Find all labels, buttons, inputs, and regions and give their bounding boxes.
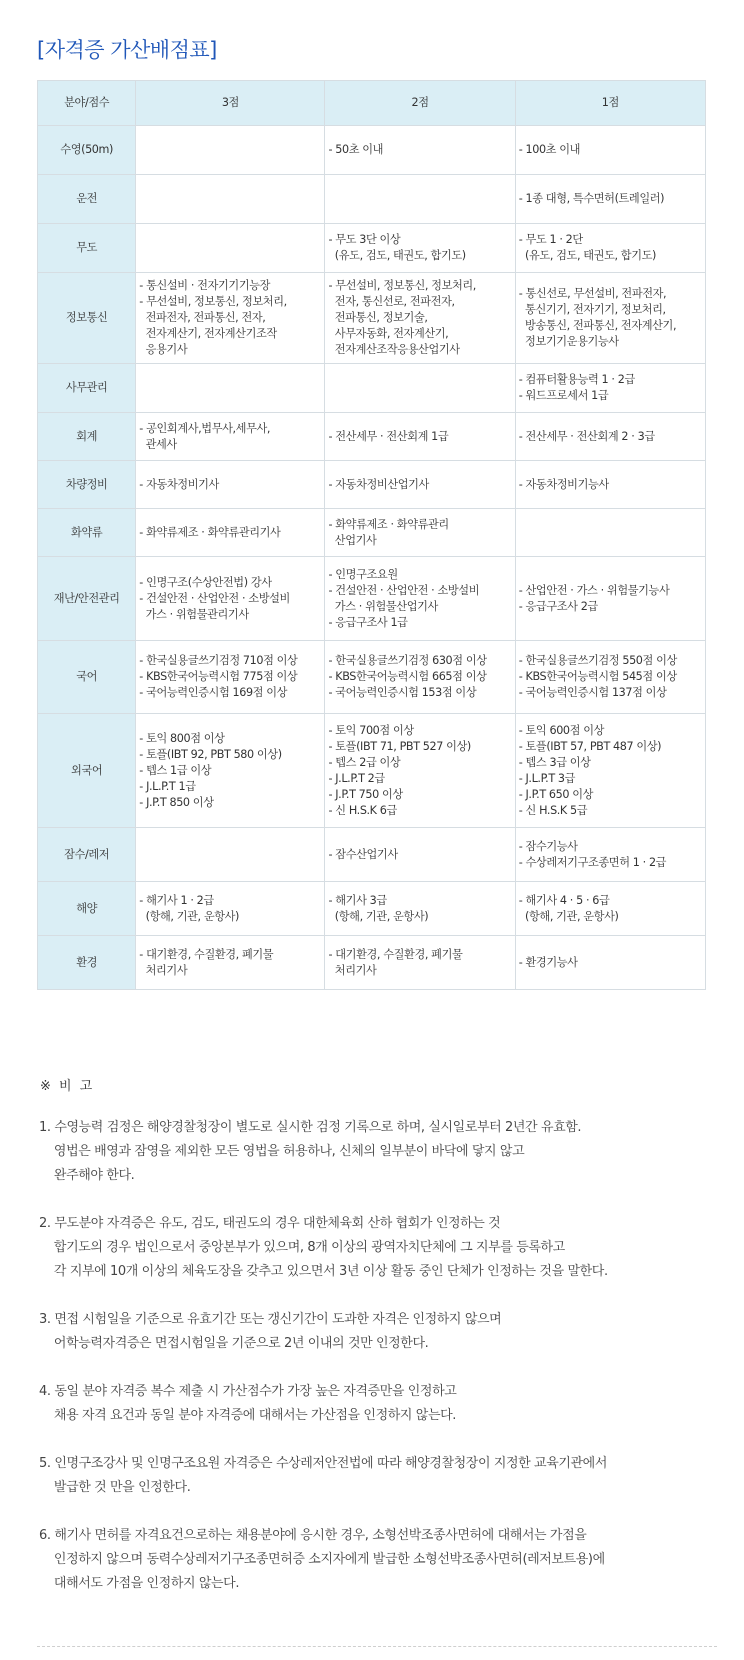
cell-c2: - 자동차정비산업기사 [325, 461, 515, 509]
table-row [38, 413, 706, 461]
row-field-label: 외국어 [38, 714, 136, 828]
page-title: [자격증 가산배점표] [37, 38, 217, 62]
header-1pt: 1점 [515, 81, 705, 126]
cell-c2: - 무도 3단 이상 (유도, 검도, 태권도, 합기도) [325, 224, 515, 273]
cell-c2 [325, 364, 515, 413]
cell-c2: - 한국실용글쓰기검정 630점 이상 - KBS한국어능력시험 665점 이상 - 국어능력인증시험 153점 이상 [325, 641, 515, 714]
cell-c1: - 산업안전 · 가스 · 위험물기능사 - 응급구조사 2급 [515, 557, 705, 641]
cell-c3: - 토익 800점 이상 - 토플(IBT 92, PBT 580 이상) - 텝스 1급 이상 - J.L.P.T 1급 - J.P.T 850 이상 [136, 714, 325, 828]
table-row [38, 936, 706, 990]
cell-c1: - 컴퓨터활용능력 1 · 2급 - 워드프로세서 1급 [515, 364, 705, 413]
row-field-label: 재난/안전관리 [38, 557, 136, 641]
note-item: 2. 무도분야 자격증은 유도, 검도, 태권도의 경우 대한체육회 산하 협회가 인정하는 것 합기도의 경우 법인으로서 중앙본부가 있으며, 8개 이상의 광역자치단체에 그 지부를 등록하고 각 지부에 10개 이상의 체육도장을 갖추고 있으면서 3년 이상 활동 중인 단체가 인정하는 것을 말한다. [39, 1216, 608, 1279]
table-row [38, 224, 706, 273]
cell-c2 [325, 175, 515, 224]
table-row [38, 509, 706, 557]
header-field: 분야/점수 [38, 81, 136, 126]
row-field-label: 국어 [38, 641, 136, 714]
cell-c1: - 100초 이내 [515, 126, 705, 175]
cell-c3: - 통신설비 · 전자기기기능장 - 무선설비, 정보통신, 정보처리, 전파전자, 전파통신, 전자, 전자계산기, 전자계산기조작 응용기사 [136, 273, 325, 364]
row-field-label: 잠수/레저 [38, 828, 136, 882]
table-row [38, 364, 706, 413]
cell-c3: - 대기환경, 수질환경, 폐기물 처리기사 [136, 936, 325, 990]
table-header-row [38, 81, 706, 126]
divider [37, 1646, 717, 1647]
note-item: 5. 인명구조강사 및 인명구조요원 자격증은 수상레저안전법에 따라 해양경찰청장이 지정한 교육기관에서 발급한 것 만을 인정한다. [39, 1456, 607, 1495]
table-row [38, 126, 706, 175]
row-field-label: 환경 [38, 936, 136, 990]
score-table [37, 80, 706, 990]
cell-c3: - 인명구조(수상안전법) 강사 - 건설안전 · 산업안전 · 소방설비 가스 · 위험물관리기사 [136, 557, 325, 641]
cell-c3 [136, 175, 325, 224]
table-row [38, 557, 706, 641]
cell-c1: - 환경기능사 [515, 936, 705, 990]
cell-c1: - 한국실용글쓰기검정 550점 이상 - KBS한국어능력시험 545점 이상 - 국어능력인증시험 137점 이상 [515, 641, 705, 714]
cell-c1: - 통신선로, 무선설비, 전파전자, 통신기기, 전자기기, 정보처리, 방송통신, 전파통신, 전자계산기, 정보기기운용기능사 [515, 273, 705, 364]
cell-c2: - 잠수산업기사 [325, 828, 515, 882]
note-item: 6. 해기사 면허를 자격요건으로하는 채용분야에 응시한 경우, 소형선박조종사면허에 대해서는 가점을 인정하지 않으며 동력수상레저기구조종면허증 소지자에게 발급한 소형선박조종사면허(레저보트용)에 대해서도 가점을 인정하지 않는다. [39, 1528, 605, 1591]
note-item: 3. 면접 시험일을 기준으로 유효기간 또는 갱신기간이 도과한 자격은 인정하지 않으며 어학능력자격증은 면접시험일을 기준으로 2년 이내의 것만 인정한다. [39, 1312, 502, 1351]
cell-c3: - 해기사 1 · 2급 (항해, 기관, 운항사) [136, 882, 325, 936]
cell-c2: - 화약류제조 · 화약류관리 산업기사 [325, 509, 515, 557]
row-field-label: 해양 [38, 882, 136, 936]
cell-c1: - 전산세무 · 전산회계 2 · 3급 [515, 413, 705, 461]
row-field-label: 차량정비 [38, 461, 136, 509]
cell-c2: - 해기사 3급 (항해, 기관, 운항사) [325, 882, 515, 936]
cell-c3 [136, 126, 325, 175]
table-row [38, 714, 706, 828]
cell-c2: - 50초 이내 [325, 126, 515, 175]
table-row [38, 175, 706, 224]
cell-c1: - 토익 600점 이상 - 토플(IBT 57, PBT 487 이상) - 텝스 3급 이상 - J.L.P.T 3급 - J.P.T 650 이상 - 신 H.S.K 5급 [515, 714, 705, 828]
cell-c3: - 화약류제조 · 화약류관리기사 [136, 509, 325, 557]
table-row [38, 828, 706, 882]
table-row [38, 882, 706, 936]
note-item: 1. 수영능력 검정은 해양경찰청장이 별도로 실시한 검정 기록으로 하며, 실시일로부터 2년간 유효함. 영법은 배영과 잠영을 제외한 모든 영법을 허용하나, 신체의 일부분이 바닥에 닿지 않고 완주해야 한다. [39, 1120, 582, 1183]
notes-title: ※ 비 고 [40, 1079, 95, 1094]
cell-c3: - 자동차정비기사 [136, 461, 325, 509]
row-field-label: 사무관리 [38, 364, 136, 413]
row-field-label: 회계 [38, 413, 136, 461]
table-row [38, 461, 706, 509]
cell-c2: - 전산세무 · 전산회계 1급 [325, 413, 515, 461]
table-row [38, 641, 706, 714]
cell-c1: - 해기사 4 · 5 · 6급 (항해, 기관, 운항사) [515, 882, 705, 936]
cell-c1 [515, 509, 705, 557]
cell-c3 [136, 364, 325, 413]
cell-c3: - 한국실용글쓰기검정 710점 이상 - KBS한국어능력시험 775점 이상 - 국어능력인증시험 169점 이상 [136, 641, 325, 714]
cell-c2: - 대기환경, 수질환경, 폐기물 처리기사 [325, 936, 515, 990]
cell-c3: - 공인회계사,법무사,세무사, 관세사 [136, 413, 325, 461]
row-field-label: 화약류 [38, 509, 136, 557]
row-field-label: 정보통신 [38, 273, 136, 364]
cell-c2: - 인명구조요원 - 건설안전 · 산업안전 · 소방설비 가스 · 위험물산업기사 - 응급구조사 1급 [325, 557, 515, 641]
row-field-label: 무도 [38, 224, 136, 273]
notes-list [39, 1116, 719, 1620]
note-item: 4. 동일 분야 자격증 복수 제출 시 가산점수가 가장 높은 자격증만을 인정하고 채용 자격 요건과 동일 분야 자격증에 대해서는 가산점을 인정하지 않는다. [39, 1384, 457, 1423]
cell-c3 [136, 224, 325, 273]
cell-c1: - 자동차정비기능사 [515, 461, 705, 509]
cell-c1: - 잠수기능사 - 수상레저기구조종면허 1 · 2급 [515, 828, 705, 882]
table-row [38, 273, 706, 364]
row-field-label: 수영(50m) [38, 126, 136, 175]
header-3pt: 3점 [136, 81, 325, 126]
cell-c1: - 무도 1 · 2단 (유도, 검도, 태권도, 합기도) [515, 224, 705, 273]
header-2pt: 2점 [325, 81, 515, 126]
cell-c2: - 무선설비, 정보통신, 정보처리, 전자, 통신선로, 전파전자, 전파통신, 정보기술, 사무자동화, 전자계산기, 전자계산조작응용산업기사 [325, 273, 515, 364]
cell-c1: - 1종 대형, 특수면허(트레일러) [515, 175, 705, 224]
cell-c3 [136, 828, 325, 882]
cell-c2: - 토익 700점 이상 - 토플(IBT 71, PBT 527 이상) - 텝스 2급 이상 - J.L.P.T 2급 - J.P.T 750 이상 - 신 H.S.K 6급 [325, 714, 515, 828]
row-field-label: 운전 [38, 175, 136, 224]
